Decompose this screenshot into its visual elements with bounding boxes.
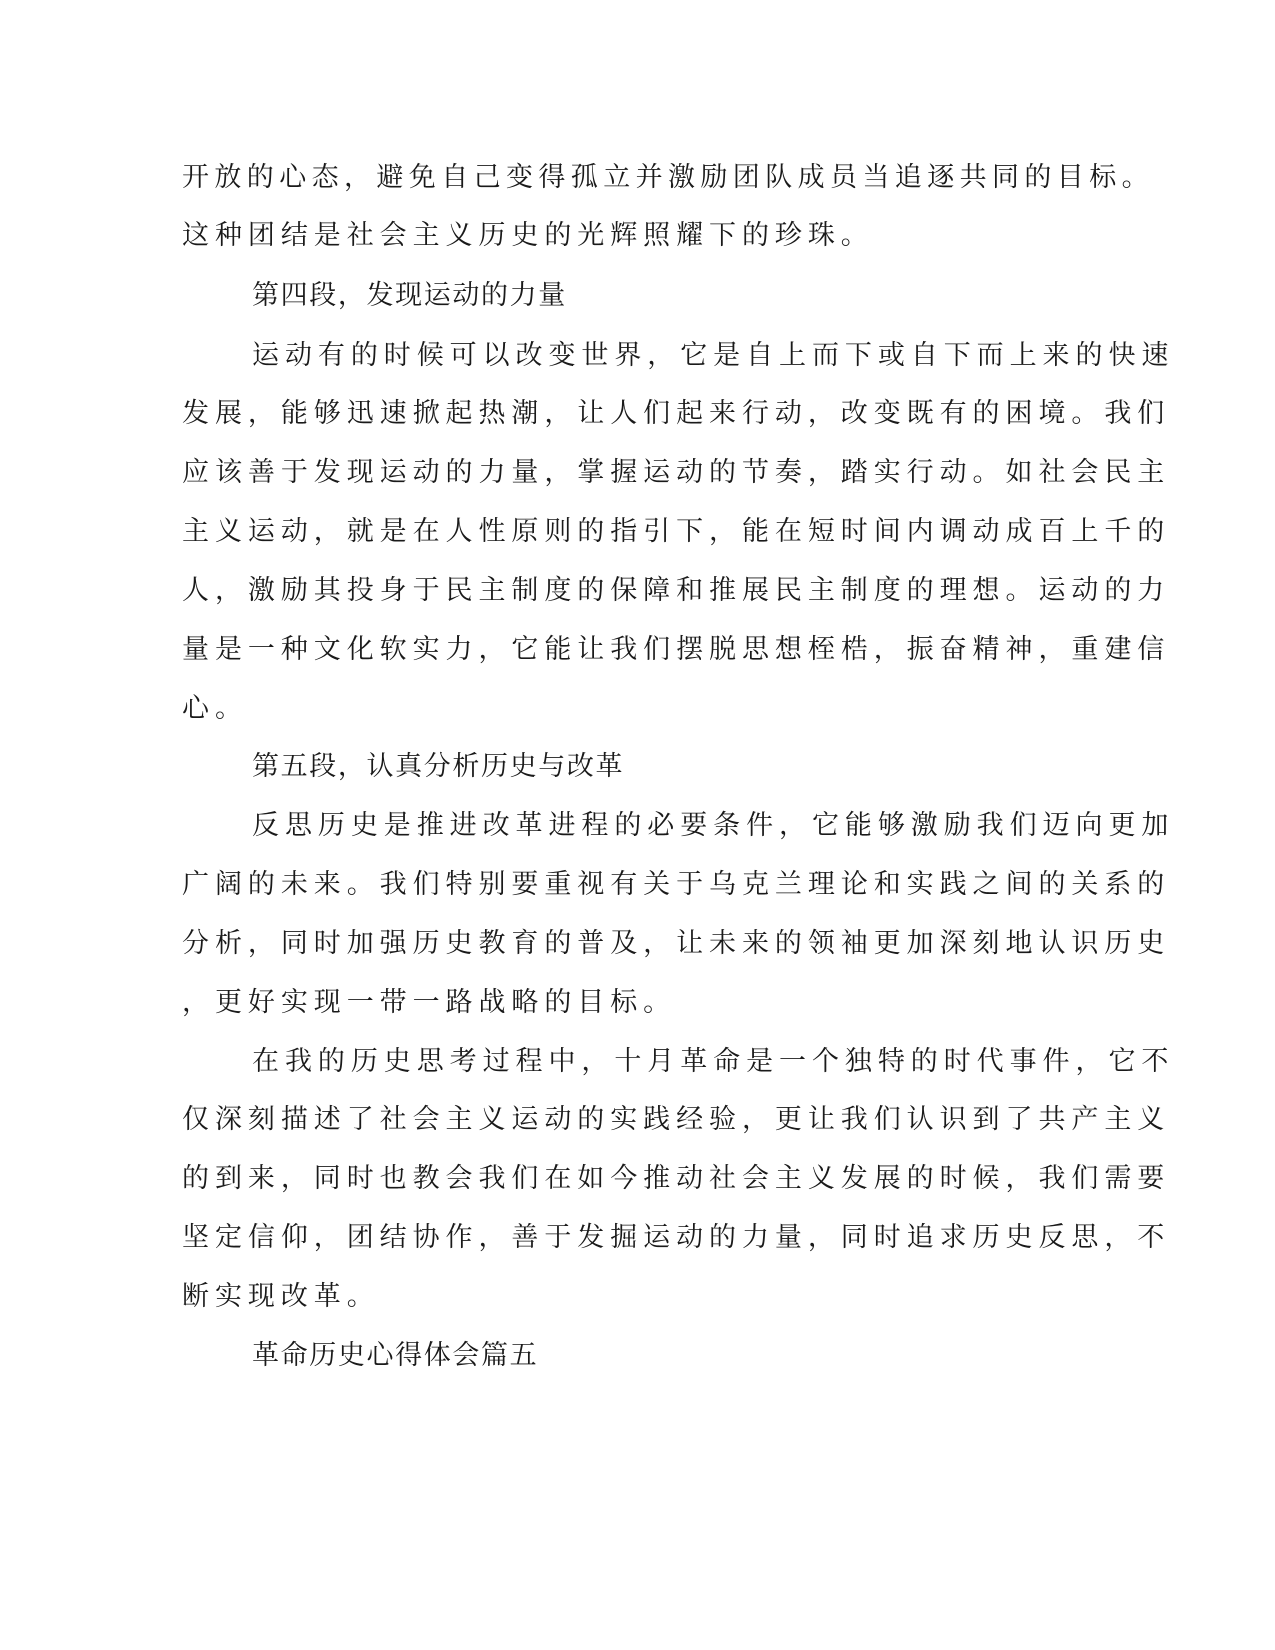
text-line: 心。 [182,693,248,724]
text-line: 应该善于发现运动的力量，掌握运动的节奏，踏实行动。如社会民主 [182,457,1171,488]
text-line: 断实现改革。 [182,1281,380,1312]
section-heading: 第四段，发现运动的力量 [252,280,567,311]
text-line: 量是一种文化软实力，它能让我们摆脱思想桎梏，振奋精神，重建信 [182,634,1171,665]
text-line: 的到来，同时也教会我们在如今推动社会主义发展的时候，我们需要 [182,1163,1171,1194]
text-line: 分析，同时加强历史教育的普及，让未来的领袖更加深刻地认识历史 [182,928,1171,959]
section-heading: 第五段，认真分析历史与改革 [252,751,625,782]
text-line: 开放的心态，避免自己变得孤立并激励团队成员当追逐共同的目标。 [182,162,1154,193]
text-line: 坚定信仰，团结协作，善于发掘运动的力量，同时追求历史反思，不 [182,1222,1171,1253]
text-line: 在我的历史思考过程中，十月革命是一个独特的时代事件，它不 [252,1046,1175,1077]
section-heading: 革命历史心得体会篇五 [252,1340,539,1371]
text-line: 运动有的时候可以改变世界，它是自上而下或自下而上来的快速 [252,340,1175,371]
text-line: 主义运动，就是在人性原则的指引下，能在短时间内调动成百上千的 [182,516,1171,547]
text-line: 这种团结是社会主义历史的光辉照耀下的珍珠。 [182,220,874,251]
text-line: 反思历史是推进改革进程的必要条件，它能够激励我们迈向更加 [252,810,1175,841]
text-line: ，更好实现一带一路战略的目标。 [182,987,677,1018]
text-line: 广阔的未来。我们特别要重视有关于乌克兰理论和实践之间的关系的 [182,869,1171,900]
text-line: 仅深刻描述了社会主义运动的实践经验，更让我们认识到了共产主义 [182,1104,1171,1135]
text-line: 人，激励其投身于民主制度的保障和推展民主制度的理想。运动的力 [182,575,1171,606]
text-line: 发展，能够迅速掀起热潮，让人们起来行动，改变既有的困境。我们 [182,398,1171,429]
